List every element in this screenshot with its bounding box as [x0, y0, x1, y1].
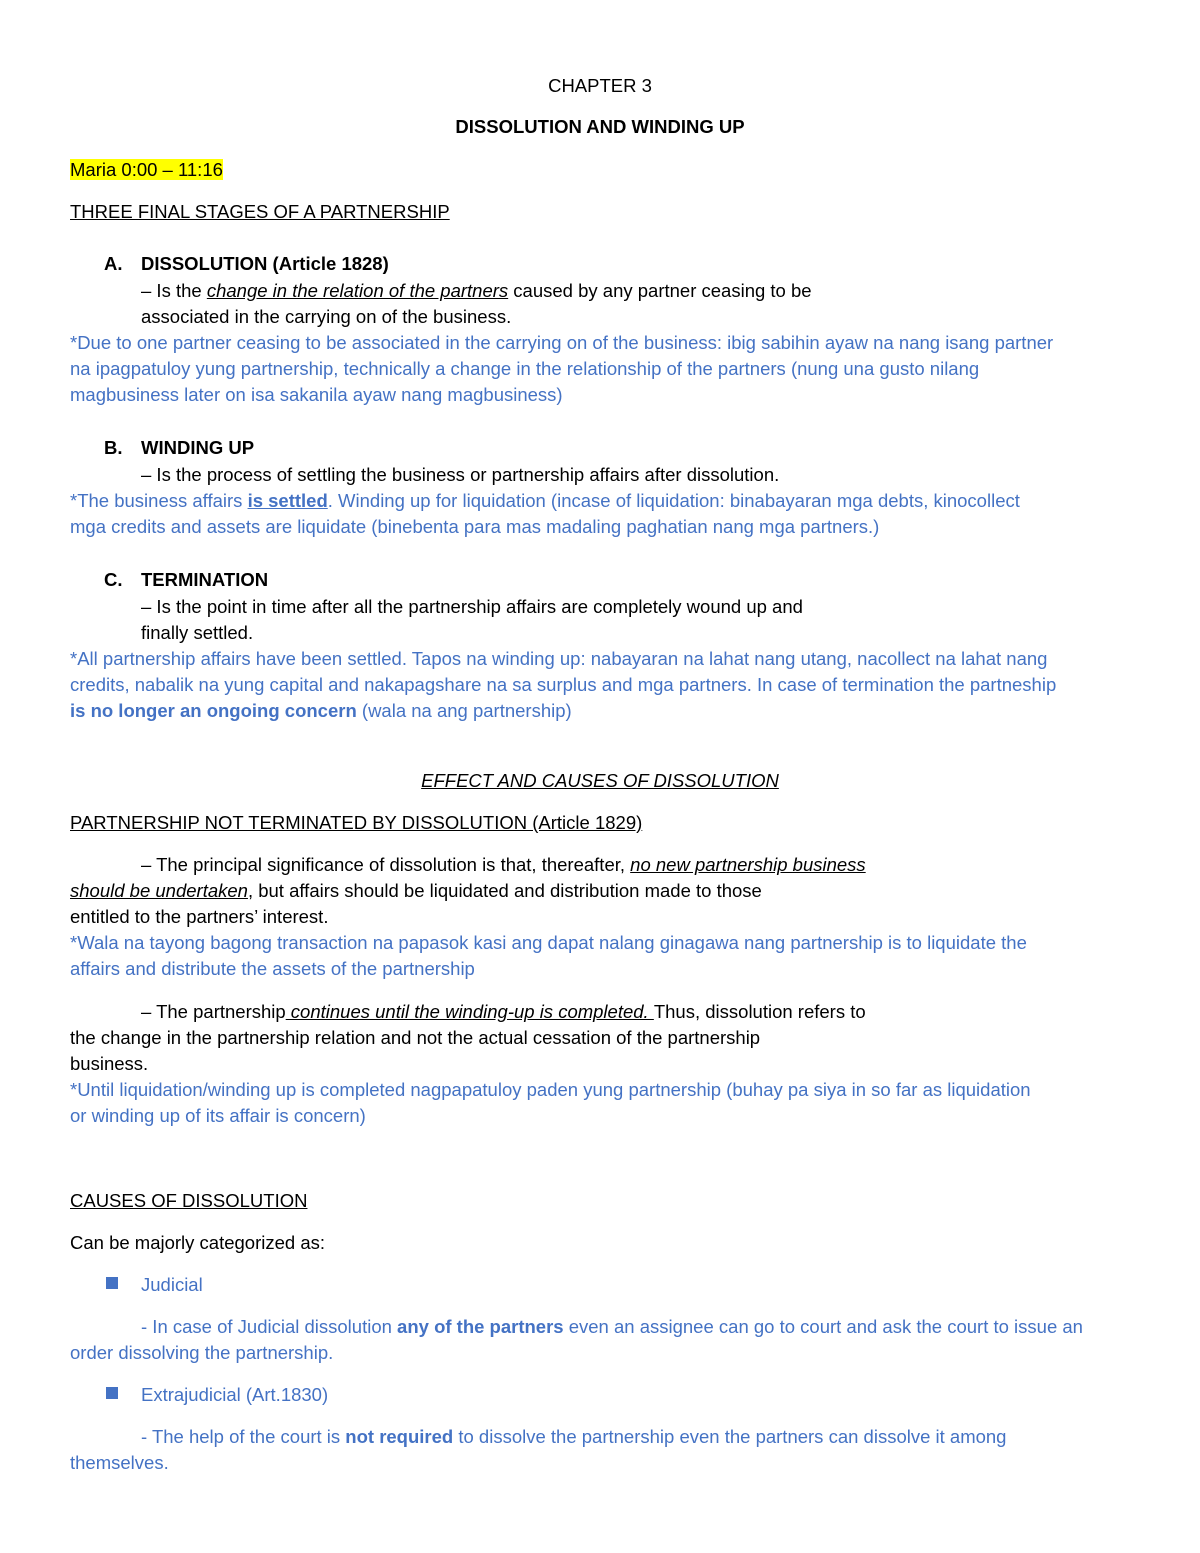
not-terminated-heading: PARTNERSHIP NOT TERMINATED BY DISSOLUTION (Article 1829) [70, 812, 643, 833]
p2-line1-post: Thus, dissolution refers to [653, 1001, 866, 1022]
reporter-highlight: Maria 0:00 – 11:16 [70, 159, 223, 180]
extrajudicial-line1-post: to dissolve the partnership even the partners can dissolve it among [453, 1426, 1007, 1447]
effect-heading: EFFECT AND CAUSES OF DISSOLUTION [421, 770, 779, 791]
stage-c-note-emphasis: is no longer an ongoing concern [70, 700, 357, 721]
p2-line3: business. [70, 1053, 149, 1074]
stage-a-note-line1: *Due to one partner ceasing to be associated in the carrying on of the business: ibig sabihin ayaw na nang isang partner [70, 332, 1054, 353]
stage-b-note-line1 [70, 488, 1020, 514]
reporter-tag [70, 157, 223, 183]
p2-line1 [141, 999, 866, 1025]
p1-note-line2: affairs and distribute the assets of the partnership [70, 958, 475, 979]
square-bullet-icon [106, 1387, 118, 1399]
stage-a-def-pre: – Is the [141, 280, 207, 301]
extrajudicial-line1-pre: - The help of the court is [141, 1426, 346, 1447]
p2-line1-pre: – The partnership [141, 1001, 286, 1022]
judicial-line1-post: even an assignee can go to court and ask the court to issue an [563, 1316, 1083, 1337]
stage-c-heading: TERMINATION [141, 569, 269, 590]
stage-b-heading: WINDING UP [141, 437, 255, 458]
stage-a-def-post: caused by any partner ceasing to be [508, 280, 812, 301]
stage-a-marker: A. [104, 253, 123, 274]
p2-line2: the change in the partnership relation and not the actual cessation of the partnership [70, 1027, 761, 1048]
p1-line2-emphasis: should be undertaken [70, 880, 248, 901]
stage-c-definition-line2: finally settled. [141, 622, 254, 643]
p2-line1-emphasis: continues until the winding-up is completed. [285, 1001, 654, 1022]
document-title: DISSOLUTION AND WINDING UP [455, 116, 745, 137]
causes-heading: CAUSES OF DISSOLUTION [70, 1190, 308, 1211]
stage-c-definition: – Is the point in time after all the partnership affairs are completely wound up and [141, 596, 803, 617]
stage-a-heading: DISSOLUTION (Article 1828) [141, 253, 389, 274]
chapter-label: CHAPTER 3 [548, 75, 652, 96]
stage-c-note-post: (wala na ang partnership) [356, 700, 572, 721]
stage-b-definition: – Is the process of settling the business or partnership affairs after dissolution. [141, 464, 780, 485]
stage-a-note-line2: na ipagpatuloy yung partnership, technically a change in the relationship of the partners (nung una gusto nilang [70, 358, 980, 379]
judicial-label: Judicial [141, 1274, 203, 1295]
extrajudicial-line1 [141, 1424, 1006, 1450]
p1-line1 [141, 852, 866, 878]
stage-a-definition-line2: associated in the carrying on of the business. [141, 306, 512, 327]
judicial-line1 [141, 1314, 1083, 1340]
stage-c-note-line2: credits, nabalik na yung capital and nakapagshare na sa surplus and mga partners. In case of termination the partneship [70, 674, 1057, 695]
p1-note-line1: *Wala na tayong bagong transaction na papasok kasi ang dapat nalang ginagawa nang partnership is to liquidate the [70, 932, 1027, 953]
stage-b-note-post: . Winding up for liquidation (incase of liquidation: binabayaran mga debts, kinocollect [327, 490, 1020, 511]
stage-c-note-line3 [70, 698, 572, 724]
extrajudicial-line1-emphasis: not required [345, 1426, 454, 1447]
p1-line1-emphasis: no new partnership business [630, 854, 866, 875]
p2-note-line2: or winding up of its affair is concern) [70, 1105, 366, 1126]
p1-line2 [70, 878, 762, 904]
causes-intro: Can be majorly categorized as: [70, 1232, 326, 1253]
extrajudicial-line2: themselves. [70, 1452, 169, 1473]
stage-a-def-emphasis: change in the relation of the partners [206, 280, 509, 301]
extrajudicial-label: Extrajudicial (Art.1830) [141, 1384, 329, 1405]
stage-c-marker: C. [104, 569, 123, 590]
p2-note-line1: *Until liquidation/winding up is completed nagpapatuloy paden yung partnership (buhay pa siya in so far as liquidation [70, 1079, 1031, 1100]
stage-a-definition [141, 278, 812, 304]
stage-b-note-pre: *The business affairs [70, 490, 248, 511]
p1-line3: entitled to the partners’ interest. [70, 906, 329, 927]
p1-line2-post: , but affairs should be liquidated and distribution made to those [247, 880, 762, 901]
judicial-line1-emphasis: any of the partners [397, 1316, 564, 1337]
stage-c-note-line1: *All partnership affairs have been settled. Tapos na winding up: nabayaran na lahat nang utang, nacollect na lahat nang [70, 648, 1048, 669]
stage-b-note-emphasis: is settled [247, 490, 328, 511]
stage-b-marker: B. [104, 437, 123, 458]
square-bullet-icon [106, 1277, 118, 1289]
judicial-line2: order dissolving the partnership. [70, 1342, 334, 1363]
judicial-line1-pre: - In case of Judicial dissolution [141, 1316, 398, 1337]
p1-line1-pre: – The principal significance of dissolution is that, thereafter, [141, 854, 631, 875]
stage-a-note-line3: magbusiness later on isa sakanila ayaw nang magbusiness) [70, 384, 563, 405]
stage-b-note-line2: mga credits and assets are liquidate (binebenta para mas madaling paghatian nang mga partners.) [70, 516, 880, 537]
stages-heading: THREE FINAL STAGES OF A PARTNERSHIP [70, 201, 450, 222]
